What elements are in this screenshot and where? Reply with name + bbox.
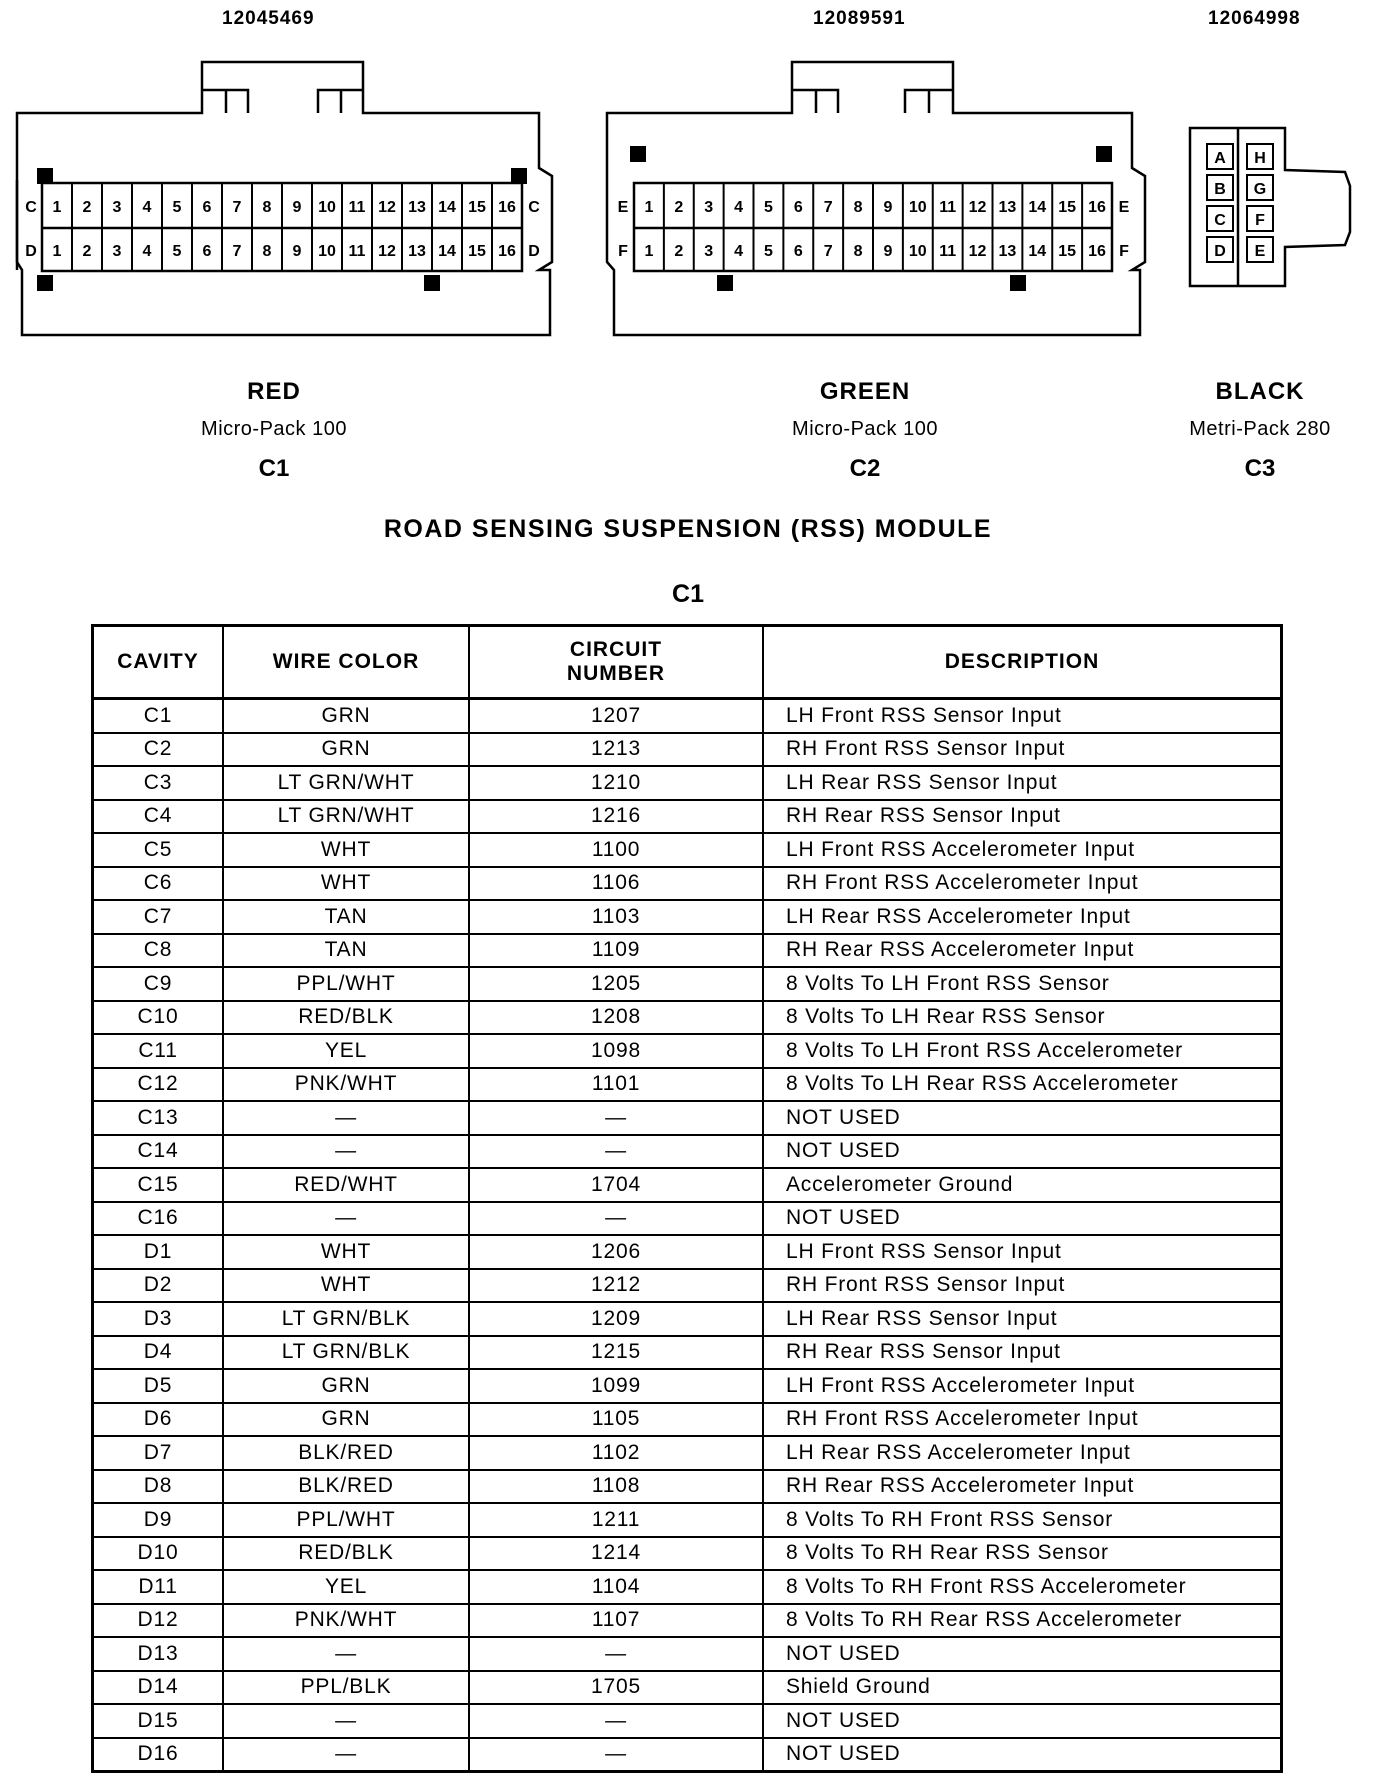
cell-description: Accelerometer Ground [763, 1168, 1282, 1202]
cell-wire-color: GRN [223, 699, 469, 733]
table-row [93, 900, 1282, 934]
pin-top-3: 3 [112, 199, 122, 216]
c1-label [124, 378, 424, 483]
header-circuit-number [469, 626, 763, 699]
cell-description: LH Rear RSS Accelerometer Input [763, 1436, 1282, 1470]
pin-bottom-14: 14 [1028, 243, 1047, 260]
cell-description: NOT USED [763, 1202, 1282, 1236]
table-row [93, 1336, 1282, 1370]
pin-top-14: 14 [1028, 199, 1047, 216]
cell-description: 8 Volts To RH Rear RSS Sensor [763, 1537, 1282, 1571]
pinout-rows [93, 699, 1282, 1772]
pin-top-11: 11 [939, 199, 957, 216]
pin-top-1: 1 [52, 199, 62, 216]
cell-cavity: D16 [93, 1738, 224, 1772]
cell-description: 8 Volts To LH Front RSS Sensor [763, 967, 1282, 1001]
cell-cavity: D7 [93, 1436, 224, 1470]
cell-description: RH Front RSS Accelerometer Input [763, 1403, 1282, 1437]
cell-cavity: C11 [93, 1034, 224, 1068]
cell-wire-color: — [223, 1135, 469, 1169]
cell-cavity: D9 [93, 1503, 224, 1537]
pin-bottom-9: 9 [292, 243, 302, 260]
cell-wire-color: PPL/BLK [223, 1671, 469, 1705]
pin-bottom-6: 6 [793, 243, 803, 260]
cell-circuit-number: 1106 [469, 867, 763, 901]
pin-bottom-13: 13 [998, 243, 1017, 260]
table-row [93, 1537, 1282, 1571]
pin-top-6: 6 [202, 199, 212, 216]
table-row [93, 1369, 1282, 1403]
header-description: DESCRIPTION [763, 626, 1282, 699]
cell-cavity: C10 [93, 1001, 224, 1035]
cell-wire-color: — [223, 1704, 469, 1738]
pin-bottom-15: 15 [1058, 243, 1077, 260]
cell-cavity: D3 [93, 1302, 224, 1336]
c3-part-number: 12064998 [1208, 8, 1301, 29]
c1-type: Micro-Pack 100 [201, 418, 347, 440]
cell-description: RH Rear RSS Accelerometer Input [763, 934, 1282, 968]
cell-cavity: C15 [93, 1168, 224, 1202]
pin-bottom-4: 4 [734, 243, 744, 260]
pin-bottom-15: 15 [468, 243, 486, 260]
cell-wire-color: — [223, 1202, 469, 1236]
cell-description: 8 Volts To LH Rear RSS Accelerometer [763, 1068, 1282, 1102]
cell-circuit-number: 1108 [469, 1470, 763, 1504]
cell-wire-color: WHT [223, 867, 469, 901]
cell-circuit-number: 1098 [469, 1034, 763, 1068]
pin-bottom-9: 9 [883, 243, 893, 260]
cell-circuit-number: 1101 [469, 1068, 763, 1102]
cell-circuit-number: — [469, 1101, 763, 1135]
pin-bottom-6: 6 [202, 243, 212, 260]
cell-cavity: C2 [93, 733, 224, 767]
cell-cavity: C9 [93, 967, 224, 1001]
pin-top-2: 2 [674, 199, 684, 216]
pin-top-7: 7 [823, 199, 833, 216]
cell-cavity: D8 [93, 1470, 224, 1504]
c3-label [1110, 378, 1376, 483]
cell-wire-color: LT GRN/BLK [223, 1302, 469, 1336]
cell-wire-color: TAN [223, 900, 469, 934]
cell-circuit-number: 1215 [469, 1336, 763, 1370]
c3-color: BLACK [1215, 378, 1305, 405]
pin-bottom-3: 3 [112, 243, 122, 260]
pin-bottom-7: 7 [232, 243, 242, 260]
pin-top-16: 16 [1088, 199, 1106, 216]
cell-wire-color: BLK/RED [223, 1436, 469, 1470]
pin-top-15: 15 [468, 199, 486, 216]
cell-description: Shield Ground [763, 1671, 1282, 1705]
pin-top-5: 5 [763, 199, 773, 216]
cell-cavity: D4 [93, 1336, 224, 1370]
table-row [93, 934, 1282, 968]
cell-cavity: C5 [93, 833, 224, 867]
connector-c2-pins [618, 183, 1130, 271]
pin-bottom-8: 8 [853, 243, 863, 260]
cell-description: LH Rear RSS Sensor Input [763, 1302, 1282, 1336]
table-row [93, 833, 1282, 867]
row-letter-right-bottom: D [528, 243, 540, 260]
cell-wire-color: PPL/WHT [223, 1503, 469, 1537]
pin-bottom-3: 3 [704, 243, 714, 260]
table-title: C1 [672, 580, 704, 608]
cell-circuit-number: 1208 [469, 1001, 763, 1035]
c2-id: C2 [849, 455, 881, 482]
pin-top-1: 1 [644, 199, 654, 216]
cell-wire-color: — [223, 1738, 469, 1772]
cell-description: NOT USED [763, 1704, 1282, 1738]
cell-description: NOT USED [763, 1637, 1282, 1671]
cell-circuit-number: 1212 [469, 1269, 763, 1303]
cell-description: RH Rear RSS Sensor Input [763, 800, 1282, 834]
cell-cavity: C1 [93, 699, 224, 733]
pin-top-3: 3 [704, 199, 714, 216]
row-letter-right-bottom: F [1119, 243, 1129, 260]
pin-top-11: 11 [348, 199, 366, 216]
cavity-C: C [1214, 212, 1226, 229]
c2-part-number: 12089591 [813, 8, 906, 29]
row-letter-left-bottom: D [25, 243, 37, 260]
cell-circuit-number: — [469, 1135, 763, 1169]
cell-cavity: D13 [93, 1637, 224, 1671]
pin-top-16: 16 [498, 199, 516, 216]
cavity-D: D [1214, 243, 1226, 260]
cell-wire-color: YEL [223, 1034, 469, 1068]
pin-bottom-10: 10 [318, 243, 336, 260]
cell-circuit-number: — [469, 1738, 763, 1772]
cell-cavity: C8 [93, 934, 224, 968]
pin-top-12: 12 [968, 199, 987, 216]
pinout-table [91, 624, 1283, 1773]
cell-cavity: D2 [93, 1269, 224, 1303]
cell-cavity: C16 [93, 1202, 224, 1236]
pin-top-6: 6 [793, 199, 803, 216]
cell-circuit-number: 1103 [469, 900, 763, 934]
cell-cavity: D14 [93, 1671, 224, 1705]
cell-description: 8 Volts To RH Rear RSS Accelerometer [763, 1604, 1282, 1638]
cell-circuit-number: 1210 [469, 766, 763, 800]
cell-wire-color: WHT [223, 833, 469, 867]
cell-wire-color: PNK/WHT [223, 1068, 469, 1102]
c1-part-number: 12045469 [222, 8, 315, 29]
c3-id: C3 [1244, 455, 1276, 482]
pin-bottom-5: 5 [763, 243, 773, 260]
pin-top-9: 9 [292, 199, 302, 216]
c1-color: RED [247, 378, 301, 405]
pin-top-13: 13 [408, 199, 426, 216]
table-row [93, 1704, 1282, 1738]
cell-cavity: D11 [93, 1570, 224, 1604]
pin-top-13: 13 [998, 199, 1017, 216]
table-row [93, 1135, 1282, 1169]
header-circuit-line1: CIRCUIT [569, 638, 663, 661]
table-row [93, 699, 1282, 733]
cell-description: LH Front RSS Accelerometer Input [763, 833, 1282, 867]
cell-cavity: D5 [93, 1369, 224, 1403]
header-circuit-line2: NUMBER [566, 662, 666, 685]
pin-bottom-7: 7 [823, 243, 833, 260]
c2-type: Micro-Pack 100 [792, 418, 938, 440]
cell-description: LH Rear RSS Accelerometer Input [763, 900, 1282, 934]
pin-bottom-13: 13 [408, 243, 426, 260]
pin-bottom-12: 12 [968, 243, 987, 260]
table-row [93, 1671, 1282, 1705]
pin-top-8: 8 [853, 199, 863, 216]
pin-bottom-16: 16 [1088, 243, 1106, 260]
pin-top-8: 8 [262, 199, 272, 216]
cell-circuit-number: 1100 [469, 833, 763, 867]
pin-bottom-2: 2 [674, 243, 684, 260]
cell-cavity: D15 [93, 1704, 224, 1738]
cell-description: 8 Volts To RH Front RSS Accelerometer [763, 1570, 1282, 1604]
cell-circuit-number: 1209 [469, 1302, 763, 1336]
cell-description: 8 Volts To RH Front RSS Sensor [763, 1503, 1282, 1537]
cell-description: LH Rear RSS Sensor Input [763, 766, 1282, 800]
cell-circuit-number: 1211 [469, 1503, 763, 1537]
pin-top-14: 14 [438, 199, 456, 216]
cell-wire-color: BLK/RED [223, 1470, 469, 1504]
table-row [93, 800, 1282, 834]
pin-bottom-11: 11 [939, 243, 957, 260]
cell-wire-color: GRN [223, 733, 469, 767]
table-row [93, 766, 1282, 800]
cell-circuit-number: 1104 [469, 1570, 763, 1604]
pin-bottom-16: 16 [498, 243, 516, 260]
pin-bottom-1: 1 [52, 243, 62, 260]
cell-circuit-number: — [469, 1637, 763, 1671]
pin-bottom-10: 10 [908, 243, 927, 260]
cell-wire-color: LT GRN/BLK [223, 1336, 469, 1370]
cell-circuit-number: — [469, 1202, 763, 1236]
cell-wire-color: RED/BLK [223, 1537, 469, 1571]
cell-circuit-number: 1206 [469, 1235, 763, 1269]
cell-wire-color: — [223, 1637, 469, 1671]
cell-circuit-number: 1105 [469, 1403, 763, 1437]
cell-cavity: C13 [93, 1101, 224, 1135]
pin-bottom-1: 1 [644, 243, 654, 260]
pin-bottom-11: 11 [348, 243, 366, 260]
table-row [93, 1302, 1282, 1336]
cell-wire-color: WHT [223, 1235, 469, 1269]
pin-bottom-5: 5 [172, 243, 182, 260]
cell-wire-color: LT GRN/WHT [223, 800, 469, 834]
header-wire-color: WIRE COLOR [223, 626, 469, 699]
table-row [93, 1604, 1282, 1638]
pin-top-9: 9 [883, 199, 893, 216]
cell-circuit-number: 1107 [469, 1604, 763, 1638]
table-row [93, 1436, 1282, 1470]
table-row [93, 967, 1282, 1001]
row-letter-right-top: C [528, 199, 540, 216]
row-letter-left-bottom: F [618, 243, 628, 260]
cell-description: LH Front RSS Accelerometer Input [763, 1369, 1282, 1403]
connector-c3-cavities [1207, 144, 1273, 262]
cell-description: RH Rear RSS Sensor Input [763, 1336, 1282, 1370]
pin-top-15: 15 [1058, 199, 1077, 216]
cell-cavity: C6 [93, 867, 224, 901]
pin-bottom-2: 2 [82, 243, 92, 260]
table-header-row [93, 626, 1282, 699]
table-row [93, 1235, 1282, 1269]
cavity-A: A [1214, 150, 1226, 167]
pin-bottom-12: 12 [378, 243, 396, 260]
cavity-G: G [1253, 181, 1267, 198]
table-row [93, 1001, 1282, 1035]
c1-id: C1 [258, 455, 290, 482]
cell-cavity: D1 [93, 1235, 224, 1269]
table-row [93, 1269, 1282, 1303]
pin-top-10: 10 [318, 199, 336, 216]
cell-wire-color: PPL/WHT [223, 967, 469, 1001]
cell-circuit-number: 1205 [469, 967, 763, 1001]
row-letter-left-top: E [617, 199, 629, 216]
pin-bottom-14: 14 [438, 243, 456, 260]
cell-description: NOT USED [763, 1101, 1282, 1135]
cell-cavity: C7 [93, 900, 224, 934]
pin-top-5: 5 [172, 199, 182, 216]
c2-label [715, 378, 1015, 483]
table-row [93, 1637, 1282, 1671]
pin-top-7: 7 [232, 199, 242, 216]
table-row [93, 1738, 1282, 1772]
row-letter-right-top: E [1118, 199, 1130, 216]
table-row [93, 1503, 1282, 1537]
pin-bottom-8: 8 [262, 243, 272, 260]
cell-circuit-number: 1207 [469, 699, 763, 733]
cavity-H: H [1254, 150, 1266, 167]
cell-cavity: D6 [93, 1403, 224, 1437]
table-row [93, 1068, 1282, 1102]
cell-description: RH Front RSS Sensor Input [763, 733, 1282, 767]
cell-circuit-number: 1109 [469, 934, 763, 968]
cavity-F: F [1255, 212, 1265, 229]
table-row [93, 867, 1282, 901]
table-row [93, 1034, 1282, 1068]
pin-top-4: 4 [142, 199, 152, 216]
cavity-B: B [1214, 181, 1226, 198]
cell-wire-color: PNK/WHT [223, 1604, 469, 1638]
pin-top-10: 10 [908, 199, 927, 216]
table-row [93, 1470, 1282, 1504]
cell-wire-color: WHT [223, 1269, 469, 1303]
cell-wire-color: TAN [223, 934, 469, 968]
cell-cavity: C12 [93, 1068, 224, 1102]
cell-wire-color: RED/WHT [223, 1168, 469, 1202]
cell-description: NOT USED [763, 1135, 1282, 1169]
cell-description: RH Front RSS Accelerometer Input [763, 867, 1282, 901]
row-letter-left-top: C [25, 199, 37, 216]
cell-cavity: D10 [93, 1537, 224, 1571]
table-row [93, 1570, 1282, 1604]
cell-description: NOT USED [763, 1738, 1282, 1772]
cell-description: 8 Volts To LH Rear RSS Sensor [763, 1001, 1282, 1035]
cell-circuit-number: 1214 [469, 1537, 763, 1571]
pin-top-2: 2 [82, 199, 92, 216]
cell-wire-color: — [223, 1101, 469, 1135]
cell-circuit-number: 1705 [469, 1671, 763, 1705]
c2-color: GREEN [819, 378, 911, 405]
cell-cavity: D12 [93, 1604, 224, 1638]
cavity-E: E [1254, 243, 1266, 260]
cell-circuit-number: 1213 [469, 733, 763, 767]
cell-circuit-number: 1099 [469, 1369, 763, 1403]
cell-cavity: C4 [93, 800, 224, 834]
cell-description: LH Front RSS Sensor Input [763, 699, 1282, 733]
cell-wire-color: RED/BLK [223, 1001, 469, 1035]
table-row [93, 1101, 1282, 1135]
pin-top-4: 4 [734, 199, 744, 216]
cell-circuit-number: — [469, 1704, 763, 1738]
cell-wire-color: LT GRN/WHT [223, 766, 469, 800]
cell-description: RH Front RSS Sensor Input [763, 1269, 1282, 1303]
cell-wire-color: GRN [223, 1403, 469, 1437]
pin-bottom-4: 4 [142, 243, 152, 260]
cell-description: 8 Volts To LH Front RSS Accelerometer [763, 1034, 1282, 1068]
table-row [93, 733, 1282, 767]
connector-c1-pins [25, 183, 540, 271]
module-title: ROAD SENSING SUSPENSION (RSS) MODULE [383, 515, 993, 543]
connector-c2-locators [630, 146, 1112, 291]
c3-type: Metri-Pack 280 [1189, 418, 1331, 440]
cell-wire-color: YEL [223, 1570, 469, 1604]
cell-circuit-number: 1704 [469, 1168, 763, 1202]
cell-cavity: C3 [93, 766, 224, 800]
table-row [93, 1403, 1282, 1437]
cell-wire-color: GRN [223, 1369, 469, 1403]
pin-top-12: 12 [378, 199, 396, 216]
cell-description: LH Front RSS Sensor Input [763, 1235, 1282, 1269]
cell-description: RH Rear RSS Accelerometer Input [763, 1470, 1282, 1504]
table-row [93, 1168, 1282, 1202]
table-row [93, 1202, 1282, 1236]
cell-circuit-number: 1102 [469, 1436, 763, 1470]
cell-circuit-number: 1216 [469, 800, 763, 834]
cell-cavity: C14 [93, 1135, 224, 1169]
header-cavity: CAVITY [93, 626, 224, 699]
